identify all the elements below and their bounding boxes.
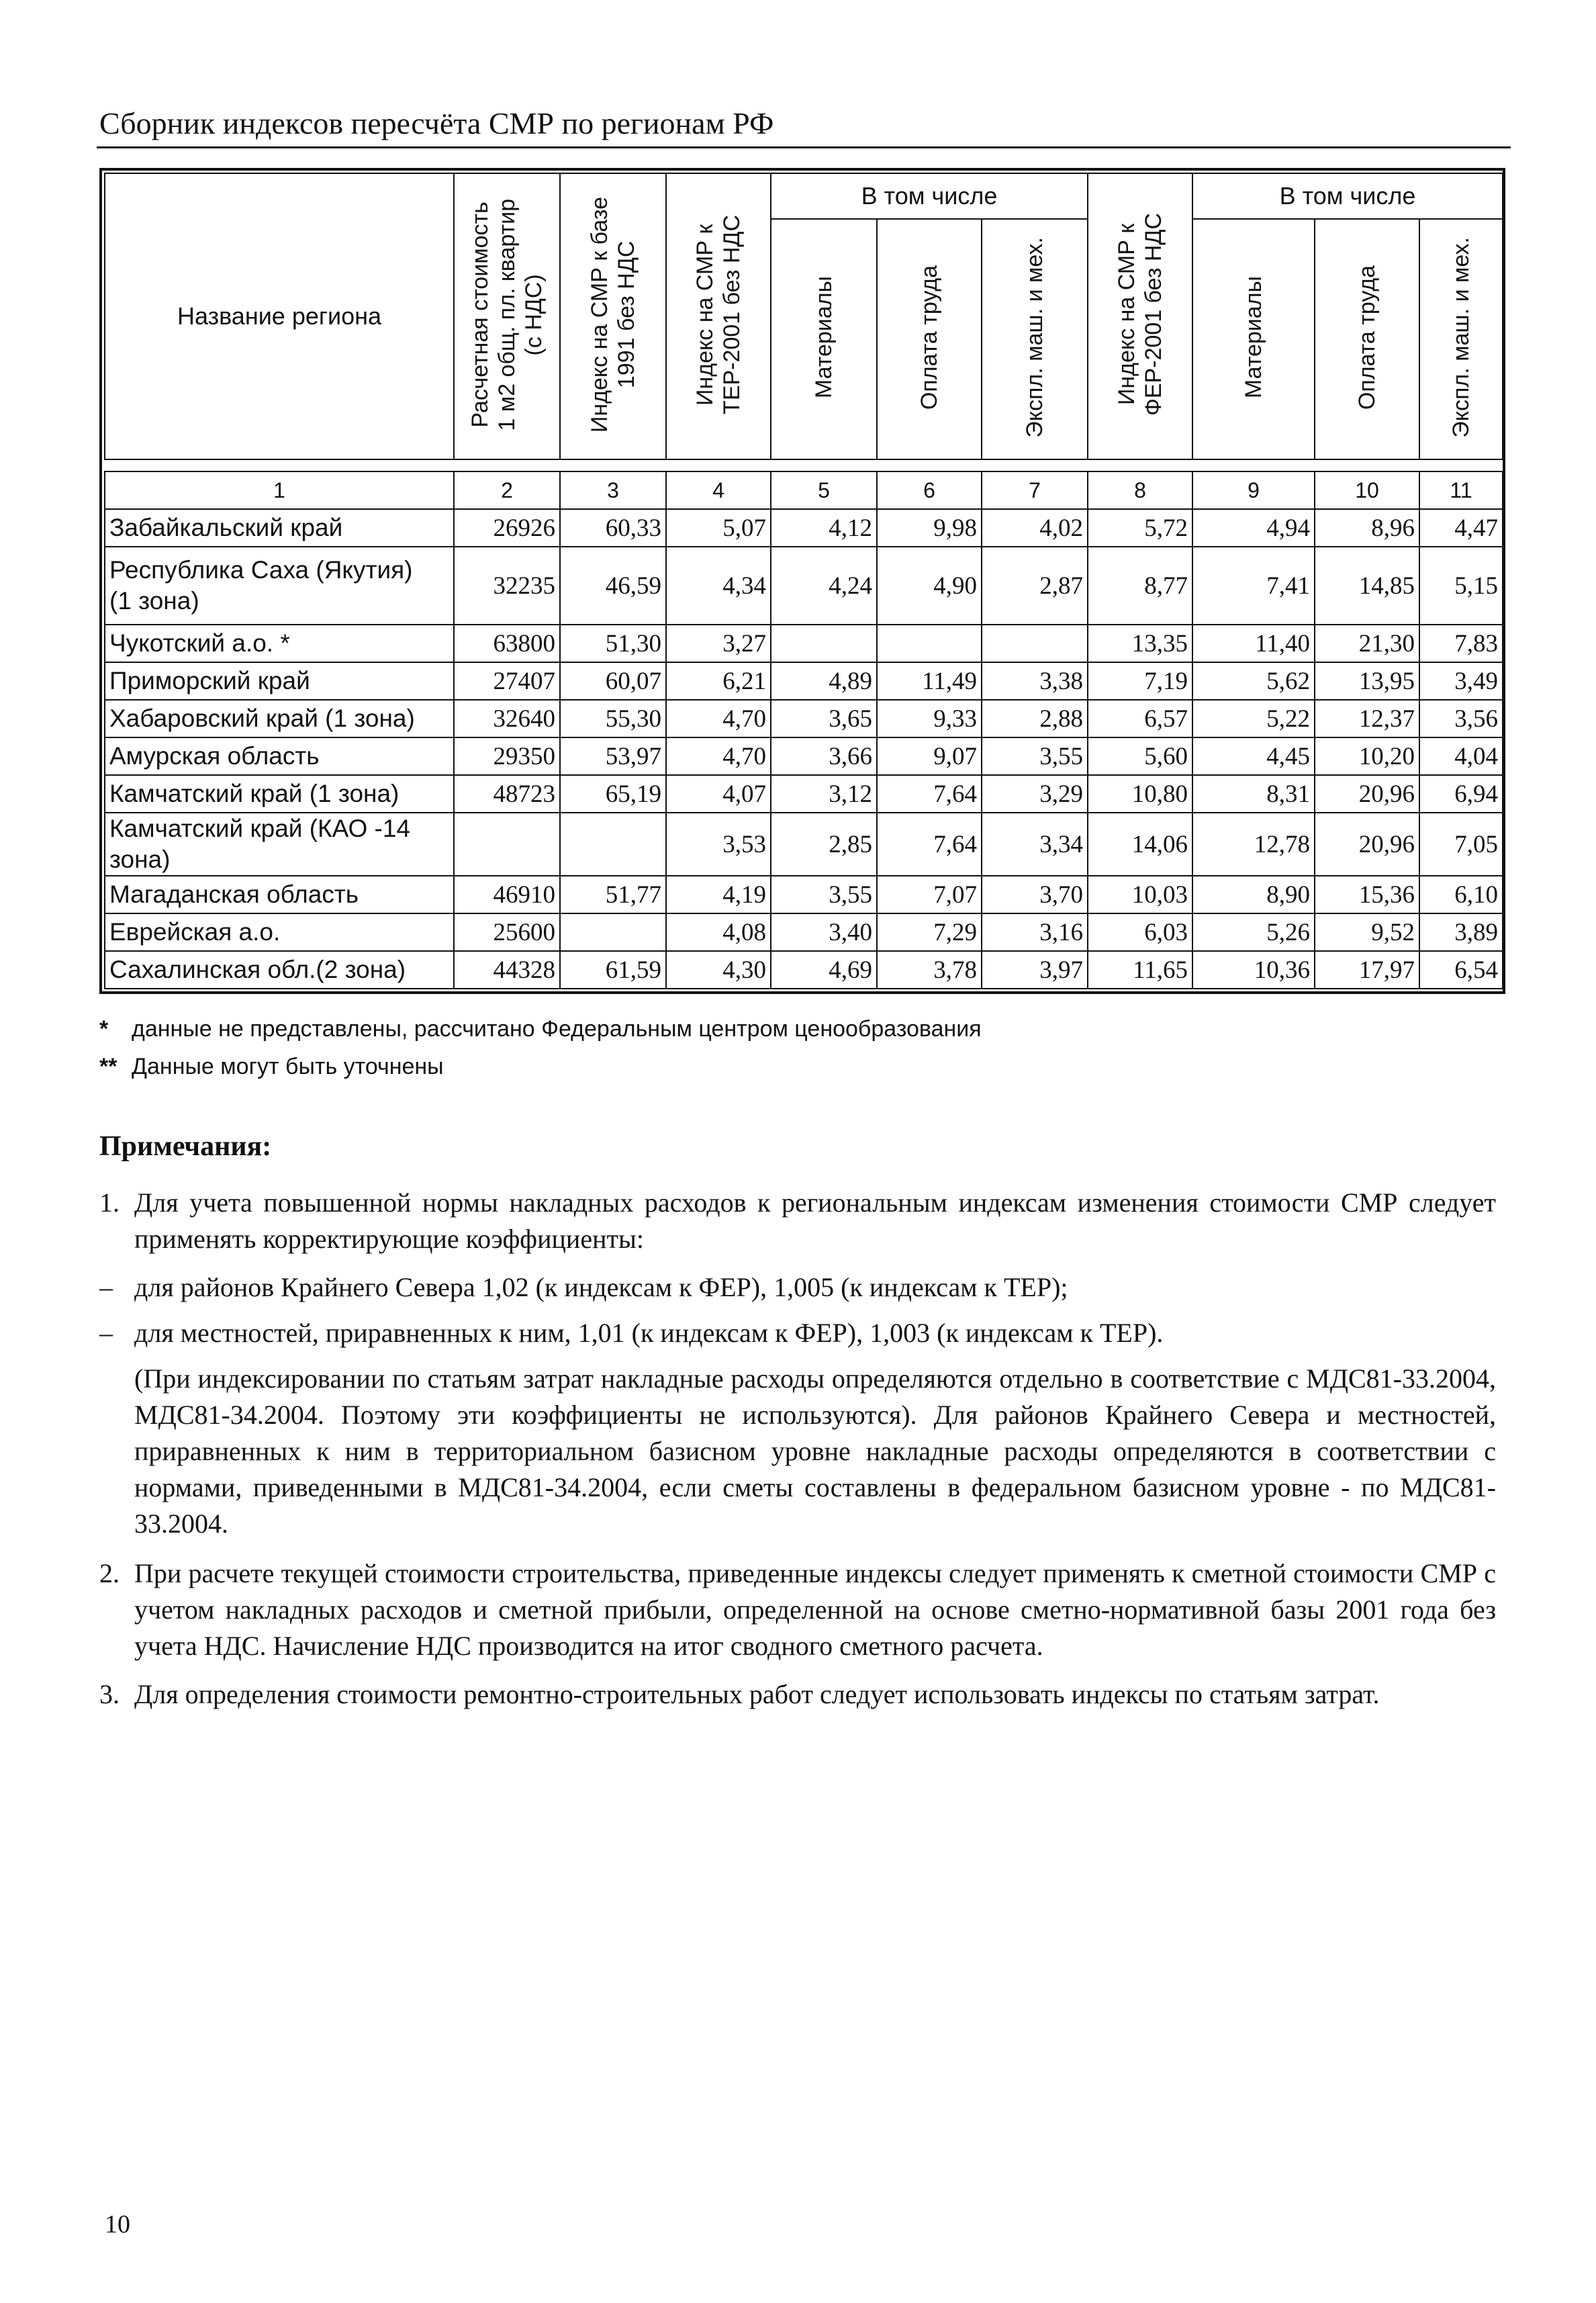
value-cell: 5,26 [1192, 913, 1315, 951]
value-cell: 60,07 [560, 662, 666, 700]
value-cell: 8,96 [1315, 509, 1419, 547]
table-row [105, 951, 1503, 989]
value-cell: 3,65 [771, 700, 877, 737]
value-cell: 15,36 [1315, 876, 1419, 913]
column-header-9: Материалы [1192, 219, 1315, 459]
column-number: 7 [982, 471, 1088, 509]
footnote-1 [99, 1010, 982, 1048]
notes-section [99, 1128, 1496, 1725]
column-number: 11 [1419, 471, 1503, 509]
value-cell: 4,70 [666, 700, 771, 737]
region-name-cell: Забайкальский край [105, 509, 454, 547]
value-cell [560, 913, 666, 951]
value-cell: 9,33 [877, 700, 982, 737]
value-cell: 46910 [454, 876, 560, 913]
note-text: При расчете текущей стоимости строительства, приведенные индексы следует применять к сметной стоимости СМР с учетом накладных расходов и сметной прибыли, определенной на основе сметно-нормативной базы 2001 года без учета НДС. Начисление НДС производится на итог сводного сметного расчета. [134, 1558, 1496, 1661]
note-index: 1. [99, 1187, 120, 1218]
value-cell: 4,89 [771, 662, 877, 700]
value-cell [560, 813, 666, 876]
value-cell: 8,77 [1088, 547, 1192, 625]
table-row [105, 876, 1503, 913]
value-cell: 4,08 [666, 913, 771, 951]
column-number: 5 [771, 471, 877, 509]
value-cell: 10,20 [1315, 737, 1419, 775]
value-cell: 9,98 [877, 509, 982, 547]
value-cell: 3,34 [982, 813, 1088, 876]
value-cell: 4,47 [1419, 509, 1503, 547]
footnote-mark: * [99, 1016, 109, 1042]
value-cell: 4,02 [982, 509, 1088, 547]
table-row [105, 509, 1503, 547]
value-cell: 3,16 [982, 913, 1088, 951]
value-cell: 61,59 [560, 951, 666, 989]
column-number: 2 [454, 471, 560, 509]
notes-title: Примечания: [99, 1131, 272, 1162]
value-cell: 63800 [454, 625, 560, 662]
value-cell: 11,49 [877, 662, 982, 700]
value-cell: 3,56 [1419, 700, 1503, 737]
value-cell: 3,70 [982, 876, 1088, 913]
value-cell: 21,30 [1315, 625, 1419, 662]
value-cell: 32235 [454, 547, 560, 625]
note-1-dash-item-2 [99, 1315, 1496, 1351]
value-cell: 2,88 [982, 700, 1088, 737]
value-cell: 4,30 [666, 951, 771, 989]
value-cell: 3,12 [771, 775, 877, 813]
group-header-ter: В том числе [771, 173, 1088, 219]
value-cell [982, 625, 1088, 662]
region-name-cell: Магаданская область [105, 876, 454, 913]
page-header-title: Сборник индексов пересчёта СМР по регионам РФ [99, 106, 774, 140]
value-cell: 5,62 [1192, 662, 1315, 700]
value-cell: 5,15 [1419, 547, 1503, 625]
note-2 [99, 1555, 1496, 1664]
group-header-fer: В том числе [1192, 173, 1503, 219]
column-header-8: Индекс на СМР к ФЕР-2001 без НДС [1088, 173, 1192, 459]
value-cell: 7,29 [877, 913, 982, 951]
value-cell: 4,34 [666, 547, 771, 625]
value-cell: 6,10 [1419, 876, 1503, 913]
value-cell: 6,54 [1419, 951, 1503, 989]
value-cell: 4,12 [771, 509, 877, 547]
value-cell: 3,97 [982, 951, 1088, 989]
column-numbers-row [105, 471, 1503, 509]
value-cell: 13,95 [1315, 662, 1419, 700]
column-header-10: Оплата труда [1315, 219, 1419, 459]
value-cell: 2,85 [771, 813, 877, 876]
column-header-11: Экспл. маш. и мех. [1419, 219, 1503, 459]
dash-text: для местностей, приравненных к ним, 1,01 (к индексам к ФЕР), 1,003 (к индексам к ТЕР). [134, 1318, 1164, 1348]
table-row [105, 625, 1503, 662]
value-cell: 17,97 [1315, 951, 1419, 989]
value-cell: 6,03 [1088, 913, 1192, 951]
value-cell: 4,45 [1192, 737, 1315, 775]
value-cell: 3,27 [666, 625, 771, 662]
page-number: 10 [105, 2210, 130, 2239]
value-cell: 12,78 [1192, 813, 1315, 876]
region-name-cell: Приморский край [105, 662, 454, 700]
table-row [105, 700, 1503, 737]
column-number: 3 [560, 471, 666, 509]
note-1 [99, 1185, 1496, 1257]
value-cell: 3,55 [771, 876, 877, 913]
column-header-2: Расчетная стоимость 1 м2 общ. пл. квартир (с НДС) [454, 173, 560, 459]
footnote-mark: ** [99, 1054, 118, 1079]
value-cell: 9,07 [877, 737, 982, 775]
column-number: 8 [1088, 471, 1192, 509]
value-cell: 13,35 [1088, 625, 1192, 662]
note-3 [99, 1676, 1496, 1713]
table-row [105, 737, 1503, 775]
value-cell [877, 625, 982, 662]
footnote-text: данные не представлены, рассчитано Федеральным центром ценообразования [132, 1016, 982, 1042]
value-cell: 25600 [454, 913, 560, 951]
region-name-cell: Камчатский край (1 зона) [105, 775, 454, 813]
value-cell: 3,40 [771, 913, 877, 951]
value-cell: 4,04 [1419, 737, 1503, 775]
value-cell: 4,90 [877, 547, 982, 625]
table-row [105, 813, 1503, 876]
dash-marker: – [99, 1272, 113, 1302]
value-cell: 5,22 [1192, 700, 1315, 737]
footnote-2 [99, 1048, 982, 1085]
value-cell: 7,64 [877, 813, 982, 876]
region-name-cell: Амурская область [105, 737, 454, 775]
value-cell: 5,07 [666, 509, 771, 547]
header-rule [97, 146, 1511, 148]
column-header-7: Экспл. маш. и мех. [982, 219, 1088, 459]
value-cell: 32640 [454, 700, 560, 737]
footnotes [99, 1010, 982, 1085]
value-cell: 5,72 [1088, 509, 1192, 547]
region-name-cell: Сахалинская обл.(2 зона) [105, 951, 454, 989]
value-cell: 27407 [454, 662, 560, 700]
value-cell: 4,94 [1192, 509, 1315, 547]
value-cell: 60,33 [560, 509, 666, 547]
value-cell: 20,96 [1315, 775, 1419, 813]
value-cell: 7,83 [1419, 625, 1503, 662]
value-cell: 11,65 [1088, 951, 1192, 989]
value-cell: 10,36 [1192, 951, 1315, 989]
note-1-dash-item-1 [99, 1269, 1496, 1306]
value-cell: 11,40 [1192, 625, 1315, 662]
value-cell: 48723 [454, 775, 560, 813]
value-cell: 6,94 [1419, 775, 1503, 813]
table-row [105, 775, 1503, 813]
value-cell: 44328 [454, 951, 560, 989]
column-number: 6 [877, 471, 982, 509]
column-header-4: Индекс на СМР к ТЕР-2001 без НДС [666, 173, 771, 459]
region-name-cell: Чукотский а.о. * [105, 625, 454, 662]
dash-marker: – [99, 1318, 113, 1348]
header-gap-row [105, 459, 1503, 471]
value-cell: 7,07 [877, 876, 982, 913]
value-cell: 20,96 [1315, 813, 1419, 876]
value-cell: 3,49 [1419, 662, 1503, 700]
value-cell: 7,19 [1088, 662, 1192, 700]
value-cell: 10,80 [1088, 775, 1192, 813]
region-name-cell: Хабаровский край (1 зона) [105, 700, 454, 737]
value-cell: 4,24 [771, 547, 877, 625]
value-cell: 4,19 [666, 876, 771, 913]
value-cell: 8,90 [1192, 876, 1315, 913]
note-index: 3. [99, 1679, 120, 1709]
value-cell: 7,64 [877, 775, 982, 813]
region-name-cell: Еврейская а.о. [105, 913, 454, 951]
index-table [104, 173, 1503, 989]
column-header-5: Материалы [771, 219, 877, 459]
column-number: 9 [1192, 471, 1315, 509]
value-cell: 51,77 [560, 876, 666, 913]
footnote-text: Данные могут быть уточнены [132, 1054, 444, 1079]
value-cell: 65,19 [560, 775, 666, 813]
value-cell: 3,55 [982, 737, 1088, 775]
value-cell: 3,89 [1419, 913, 1503, 951]
value-cell: 29350 [454, 737, 560, 775]
table-row [105, 547, 1503, 625]
column-header-6: Оплата труда [877, 219, 982, 459]
value-cell: 7,41 [1192, 547, 1315, 625]
value-cell: 4,69 [771, 951, 877, 989]
value-cell: 51,30 [560, 625, 666, 662]
column-number: 4 [666, 471, 771, 509]
note-index: 2. [99, 1558, 120, 1588]
value-cell: 53,97 [560, 737, 666, 775]
value-cell [771, 625, 877, 662]
value-cell: 14,06 [1088, 813, 1192, 876]
index-table-frame [99, 168, 1505, 994]
dash-text: для районов Крайнего Севера 1,02 (к индексам к ФЕР), 1,005 (к индексам к ТЕР); [134, 1272, 1068, 1302]
value-cell: 26926 [454, 509, 560, 547]
value-cell: 4,07 [666, 775, 771, 813]
value-cell: 3,38 [982, 662, 1088, 700]
column-number: 10 [1315, 471, 1419, 509]
value-cell [454, 813, 560, 876]
value-cell: 5,60 [1088, 737, 1192, 775]
note-text: Для учета повышенной нормы накладных расходов к региональным индексам изменения стоимости СМР следует применять корректирующие коэффициенты: [134, 1187, 1496, 1254]
value-cell: 9,52 [1315, 913, 1419, 951]
value-cell: 2,87 [982, 547, 1088, 625]
column-header-3: Индекс на СМР к базе 1991 без НДС [560, 173, 666, 459]
value-cell: 4,70 [666, 737, 771, 775]
value-cell: 3,29 [982, 775, 1088, 813]
value-cell: 55,30 [560, 700, 666, 737]
column-number: 1 [105, 471, 454, 509]
value-cell: 7,05 [1419, 813, 1503, 876]
table-body [105, 459, 1503, 989]
region-column-header: Название региона [105, 173, 454, 459]
value-cell: 46,59 [560, 547, 666, 625]
value-cell: 6,57 [1088, 700, 1192, 737]
value-cell: 10,03 [1088, 876, 1192, 913]
value-cell: 6,21 [666, 662, 771, 700]
note-1-paragraph: (При индексировании по статьям затрат накладные расходы определяются отдельно в соответствие с МДС81-33.2004, МДС81-34.2004. Поэтому эти коэффициенты не используются). Для районов Крайнего Севера и местностей, приравненных к ним в территориальном базисном уровне накладные расходы определяются в соответствии с нормами, приведенными в МДС81-34.2004, если сметы составлены в федеральном базисном уровне - по МДС81-33.2004. [134, 1363, 1496, 1539]
value-cell: 8,31 [1192, 775, 1315, 813]
region-name-cell: Республика Саха (Якутия) (1 зона) [105, 547, 454, 625]
value-cell: 3,53 [666, 813, 771, 876]
value-cell: 14,85 [1315, 547, 1419, 625]
value-cell: 3,78 [877, 951, 982, 989]
table-row [105, 913, 1503, 951]
region-name-cell: Камчатский край (КАО -14 зона) [105, 813, 454, 876]
value-cell: 3,66 [771, 737, 877, 775]
table-row [105, 662, 1503, 700]
note-text: Для определения стоимости ремонтно-строительных работ следует использовать индексы по статьям затрат. [134, 1679, 1380, 1709]
value-cell: 12,37 [1315, 700, 1419, 737]
